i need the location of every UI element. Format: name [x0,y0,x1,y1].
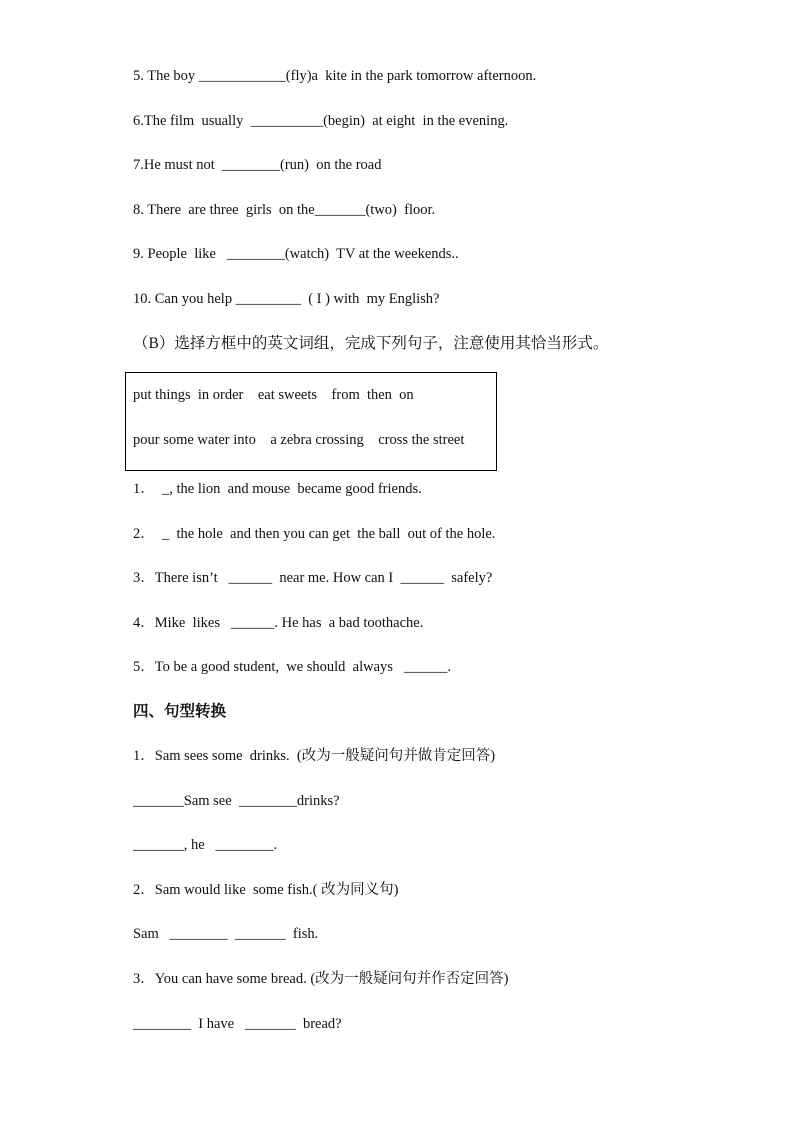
exercise-item-6: 6.The film usually __________(begin) at eight in the evening. [133,113,509,129]
exercise-item-9: 9. People like ________(watch) TV at the weekends.. [133,246,459,262]
exercise-item-5: 5. The boy ____________(fly)a kite in the park tomorrow afternoon. [133,68,537,84]
exercise-item-10: 10. Can you help _________ ( I ) with my English? [133,291,440,307]
part-b-item-5: 5．To be a good student, we should always ______. [133,659,451,675]
part-b-item-4: 4．Mike likes ______. He has a bad toothache. [133,615,424,631]
part-b-item-3: 3．There isn’t ______ near me. How can I ______ safely? [133,570,493,586]
phrase-box-row-1: put things in order eat sweets from then on [133,387,414,403]
exercise-item-8: 8. There are three girls on the_______(two) floor. [133,202,436,218]
phrase-box-row-2: pour some water into a zebra crossing cross the street [133,432,465,448]
part-b-item-2: 2． _ the hole and then you can get the ball out of the hole. [133,526,496,542]
transform-item-1: 1．Sam sees some drinks. (改为一般疑问句并做肯定回答) [133,748,496,764]
part-b-item-1: 1． _, the lion and mouse became good friends. [133,481,422,497]
part-b-instruction: （B）选择方框中的英文词组，完成下列句子，注意使用其恰当形式。 [133,335,609,352]
transform-item-3: 3．You can have some bread. (改为一般疑问句并作否定回答) [133,971,509,987]
section-four-title: 四、句型转换 [133,703,227,720]
transform-item-3-question: ________ I have _______ bread? [133,1016,342,1032]
phrase-box [125,372,497,471]
transform-item-1-answer: _______, he ________. [133,837,278,853]
transform-item-2-answer: Sam ________ _______ fish. [133,926,319,942]
transform-item-2: 2．Sam would like some fish.( 改为同义句) [133,882,399,898]
exercise-item-7: 7.He must not ________(run) on the road [133,157,382,173]
transform-item-1-question: _______Sam see ________drinks? [133,793,340,809]
